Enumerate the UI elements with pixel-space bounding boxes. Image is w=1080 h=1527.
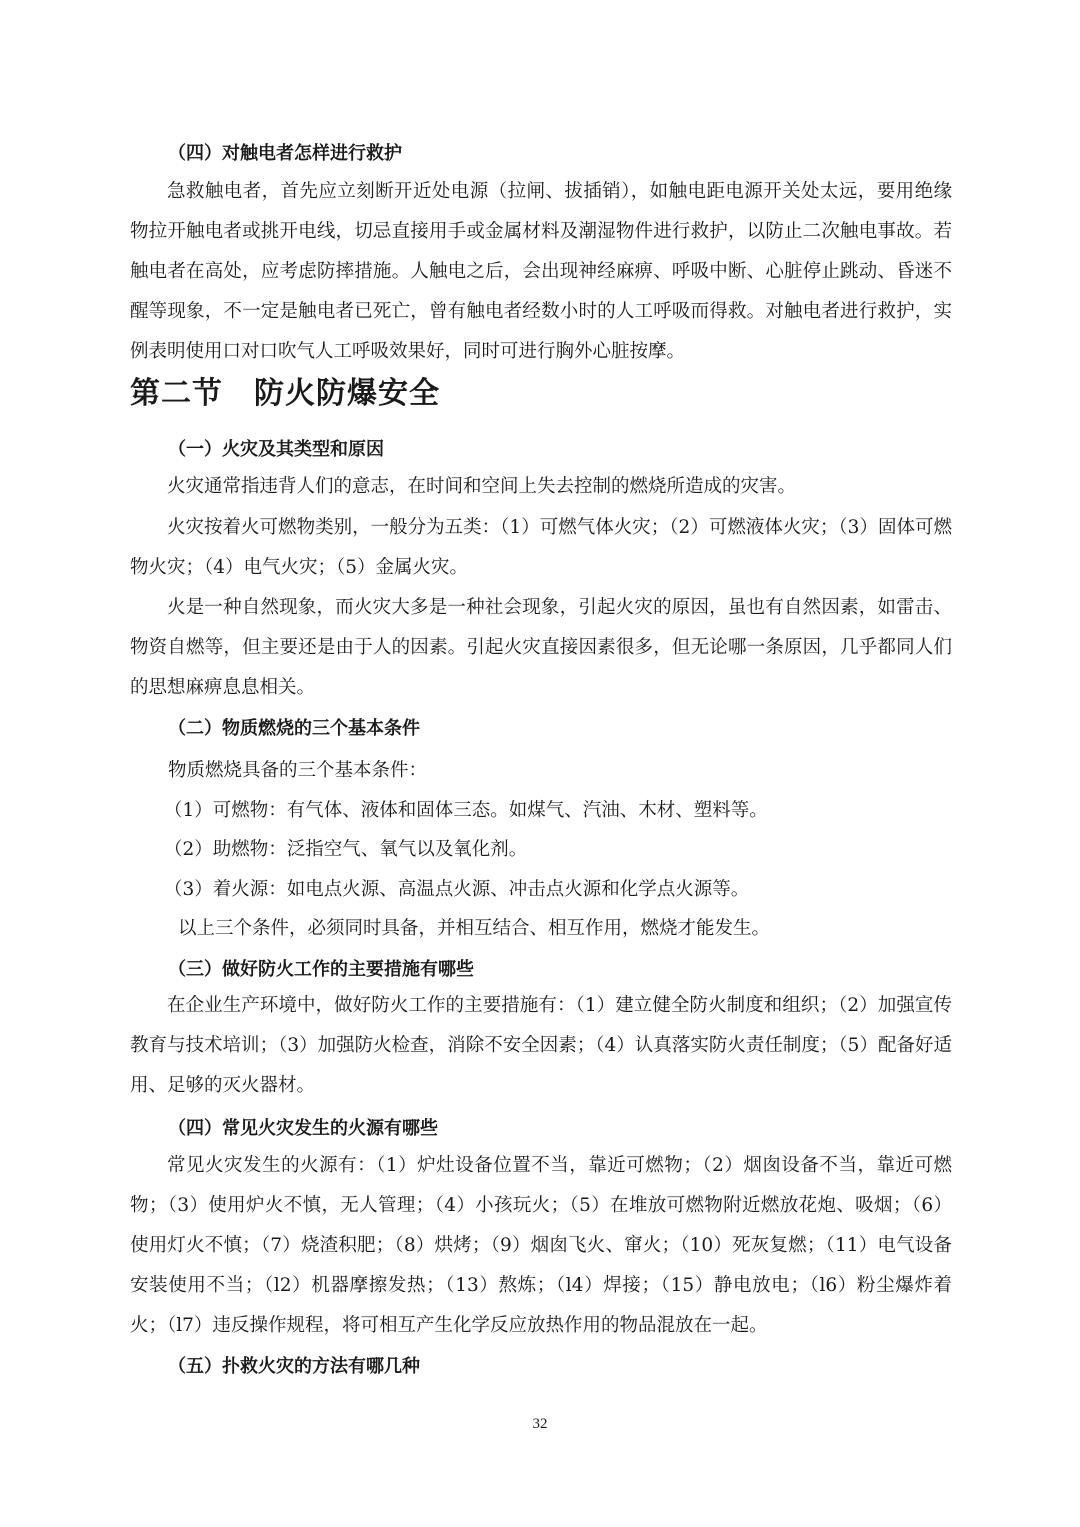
paragraph-fire-causes: 火是一种自然现象，而火灾大多是一种社会现象，引起火灾的原因，虽也有自然因素，如雷击、物资自燃等，但主要还是由于人的因素。引起火灾直接因素很多，但无论哪一条原因，几乎都同人们的思想麻痹息息相关。 (130, 597, 952, 698)
subheading-fire-types: （一）火灾及其类型和原因 (168, 439, 384, 460)
paragraph-conditions-intro: 物质燃烧具备的三个基本条件： (168, 760, 428, 781)
paragraph-measures: 在企业生产环境中，做好防火工作的主要措施有：（1）建立健全防火制度和组织；（2）加强宣传教育与技术培训；（3）加强防火检查，消除不安全因素；（4）认真落实防火责任制度；（5）配备好适用、足够的灭火器材。 (130, 995, 952, 1096)
subheading-measures: （三）做好防火工作的主要措施有哪些 (168, 959, 474, 980)
paragraph-conditions-summary: 以上三个条件，必须同时具备，并相互结合、相互作用，燃烧才能发生。 (178, 918, 771, 939)
paragraph-rescue: 急救触电者，首先应立刻断开近处电源（拉闸、拔插销），如触电距电源开关处太远，要用绝缘物拉开触电者或挑开电线，切忌直接用手或金属材料及潮湿物件进行救护，以防止二次触电事故。若触电者在高处，应考虑防摔措施。人触电之后，会出现神经麻痹、呼吸中断、心脏停止跳动、昏迷不醒等现象，不一定是触电者已死亡，曾有触电者经数小时的人工呼吸而得救。对触电者进行救护，实例表明使用口对口吹气人工呼吸效果好，同时可进行胸外心脏按摩。 (130, 181, 952, 362)
condition-item-3: （3）着火源：如电点火源、高温点火源、冲击点火源和化学点火源等。 (164, 879, 750, 900)
section-title: 第二节 防火防爆安全 (130, 376, 440, 411)
condition-item-2: （2）助燃物：泛指空气、氧气以及氧化剂。 (164, 839, 528, 860)
paragraph-fire-sources: 常见火灾发生的火源有：（1）炉灶设备位置不当，靠近可燃物；（2）烟囱设备不当，靠近可燃物；（3）使用炉火不慎，无人管理；（4）小孩玩火；（5）在堆放可燃物附近燃放花炮、吸烟；（6）使用灯火不慎；（7）烧渣积肥；（8）烘烤；（9）烟囱飞火、窜火；（10）死灰复燃；（11）电气设备安装使用不当；（l2）机器摩擦发热；（13）熬炼；（l4）焊接；（15）静电放电；（l6）粉尘爆炸着火；（l7）违反操作规程，将可相互产生化学反应放热作用的物品混放在一起。 (130, 1155, 952, 1336)
subheading-methods: （五）扑救火灾的方法有哪几种 (168, 1356, 420, 1377)
paragraph-fire-types: 火灾按着火可燃物类别，一般分为五类：（1）可燃气体火灾；（2）可燃液体火灾；（3）固体可燃物火灾；（4）电气火灾；（5）金属火灾。 (130, 517, 952, 578)
condition-item-1: （1）可燃物：有气体、液体和固体三态。如煤气、汽油、木材、塑料等。 (164, 800, 768, 821)
subheading-fire-sources: （四）常见火灾发生的火源有哪些 (168, 1118, 438, 1139)
paragraph-fire-definition: 火灾通常指违背人们的意志，在时间和空间上失去控制的燃烧所造成的灾害。 (167, 476, 797, 497)
page-number: 32 (532, 1416, 548, 1432)
subheading-rescue: （四）对触电者怎样进行救护 (168, 143, 402, 164)
subheading-conditions: （二）物质燃烧的三个基本条件 (168, 718, 420, 739)
